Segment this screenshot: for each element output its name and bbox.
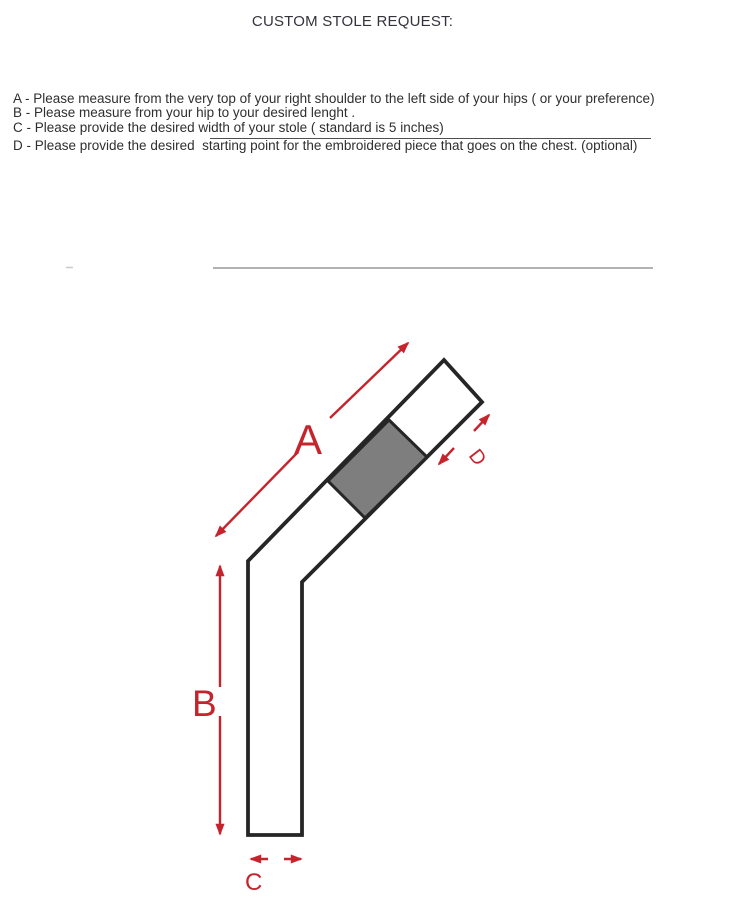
instruction-d: D - Please provide the desired starting point for the embroidered piece that goes on the chest. (optional) bbox=[13, 137, 638, 153]
page-title: CUSTOM STOLE REQUEST: bbox=[251, 13, 454, 30]
instruction-c: C - Please provide the desired width of your stole ( standard is 5 inches) bbox=[13, 119, 444, 135]
instruction-a: A - Please measure from the very top of your right shoulder to the left side of your hips ( or your preference) bbox=[13, 91, 655, 106]
measure-d-label: D bbox=[464, 445, 491, 471]
instruction-b: B - Please measure from your hip to your desired lenght . bbox=[13, 105, 356, 121]
measure-d-arrow-upper bbox=[474, 415, 489, 431]
measure-a-label: A bbox=[294, 416, 323, 463]
measure-d-arrow-lower bbox=[439, 448, 454, 464]
stole-outline bbox=[248, 360, 482, 835]
measure-c-label: C bbox=[245, 869, 263, 896]
measure-b-label: B bbox=[192, 683, 217, 724]
